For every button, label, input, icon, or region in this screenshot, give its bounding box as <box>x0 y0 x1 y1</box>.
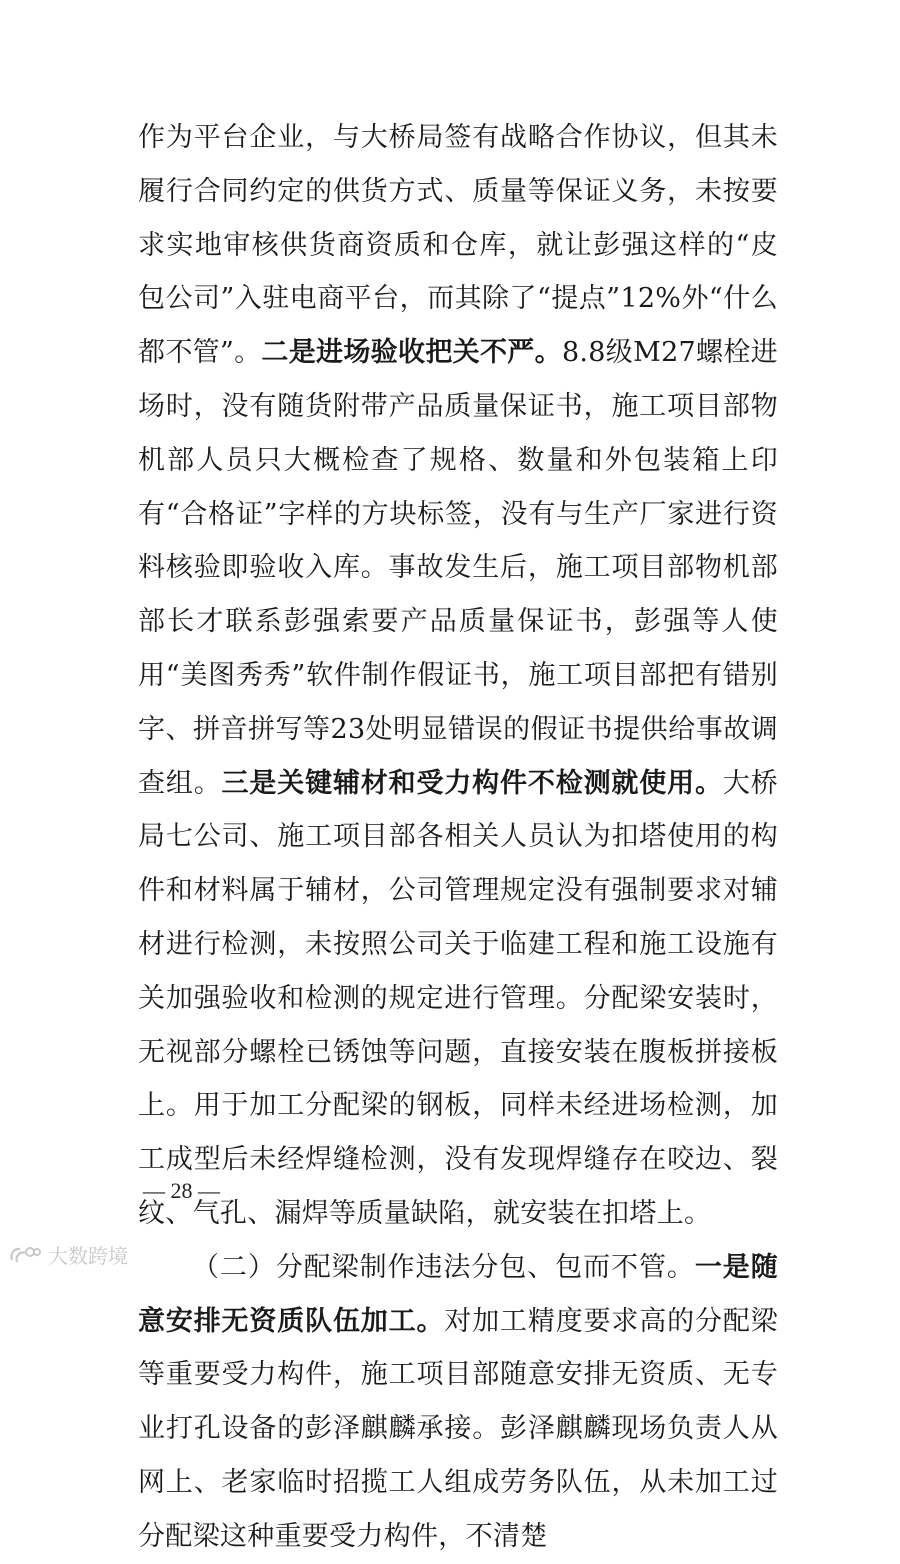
brand-logo-icon <box>8 1244 42 1266</box>
body-text-run: 对加工精度要求高的分配梁等重要受力构件，施工项目部随意安排无资质、无专业打孔设备的彭泽麒麟承接。彭泽麒麟现场负责人从网上、老家临时招揽工人组成劳务队伍，从未加工过分配梁这种重要受力构件，不清楚 <box>138 1305 778 1552</box>
document-body <box>138 111 778 1564</box>
bold-heading-text: 二是进场验收把关不严。 <box>261 337 562 369</box>
body-text-run: 大桥局七公司、施工项目部各相关人员认为扣塔使用的构件和材料属于辅材，公司管理规定没有强制要求对辅材进行检测，未按照公司关于临建工程和施工设施有关加强验收和检测的规定进行管理。分配梁安装时，无视部分螺栓已锈蚀等问题，直接安装在腹板拼接板上。用于加工分配梁的钢板，同样未经进场检测，加工成型后未经焊缝检测，没有发现焊缝存在咬边、裂纹、气孔、漏焊等质量缺陷，就安装在扣塔上。 <box>138 767 778 1229</box>
body-text-run: 作为平台企业，与大桥局签有战略合作协议，但其未履行合同约定的供货方式、质量等保证义务，未按要求实地审核供货商资质和仓库，就让彭强这样的“皮包公司”入驻电商平台，而其除了“提点”12%外“什么都不管”。 <box>138 122 778 369</box>
page-number: — 28 — <box>143 1178 220 1203</box>
watermark <box>8 1240 128 1269</box>
body-text-run: 8.8级M27螺栓进场时，没有随货附带产品质量保证书，施工项目部物机部人员只大概检查了规格、数量和外包装箱上印有“合格证”字样的方块标签，没有与生产厂家进行资料核验即验收入库。事故发生后，施工项目部物机部部长才联系彭强索要产品质量保证书，彭强等人使用“美图秀秀”软件制作假证书，施工项目部把有错别字、拼音拼写等23处明显错误的假证书提供给事故调查组。 <box>138 337 778 799</box>
paragraph <box>138 111 778 1241</box>
watermark-text: 大数跨境 <box>48 1244 128 1268</box>
bold-heading-text: 三是关键辅材和受力构件不检测就使用。 <box>221 767 723 799</box>
body-text-run: （二）分配梁制作违法分包、包而不管。 <box>192 1251 695 1283</box>
paragraph <box>138 1241 778 1564</box>
bold-heading-text: 一是随意安排无资质队伍加工。 <box>138 1251 778 1337</box>
